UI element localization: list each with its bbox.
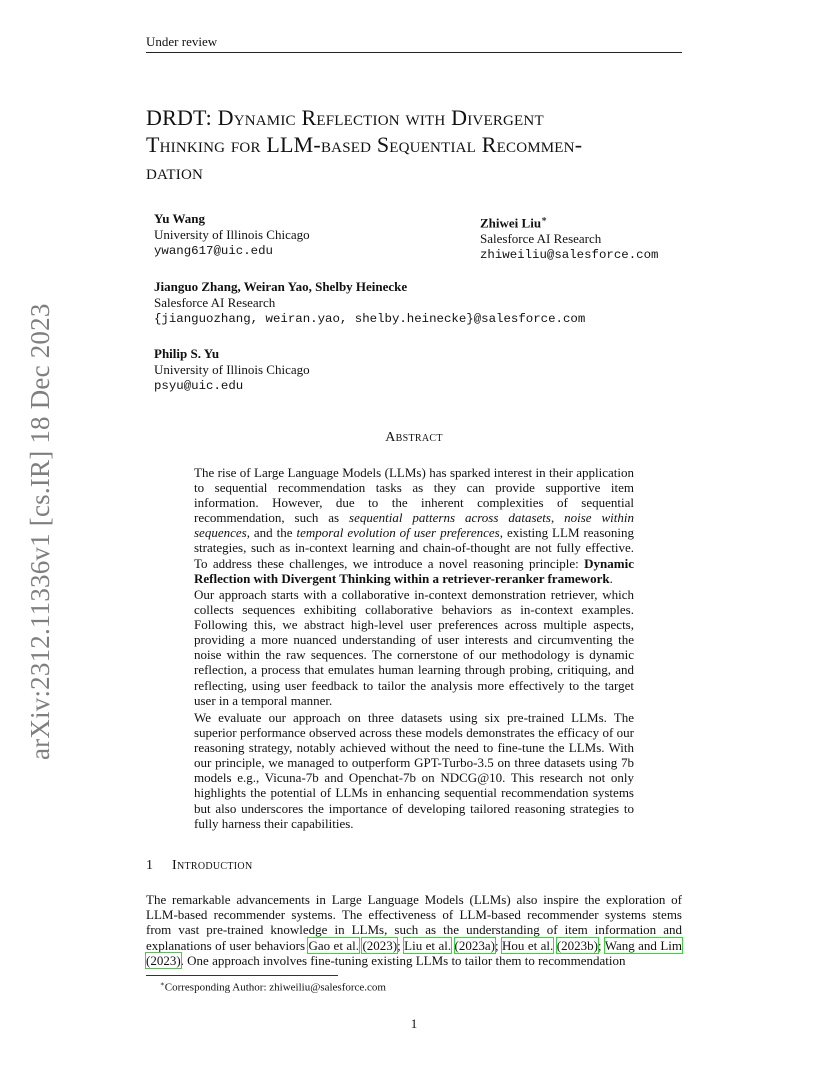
corresponding-mark: ∗ [541, 214, 548, 224]
paper-title [146, 104, 691, 185]
section-heading-introduction [146, 858, 252, 874]
author-name: Philip S. Yu [154, 346, 220, 361]
author-affiliation: Salesforce AI Research [480, 231, 602, 247]
citation-link[interactable]: Wang and Lim [604, 937, 683, 953]
citation-link[interactable]: (2023) [146, 952, 181, 968]
section-number: 1 [146, 858, 153, 873]
citation-link[interactable]: Gao et al. [308, 937, 360, 953]
author-block-salesforce-group [154, 279, 585, 327]
arxiv-sidebar-stamp: arXiv:2312.11336v1 [cs.IR] 18 Dec 2023 [25, 303, 55, 760]
author-affiliation: University of Illinois Chicago [154, 362, 310, 377]
author-email[interactable]: zhiweiliu@salesforce.com [480, 248, 659, 263]
citation-link[interactable]: (2023a) [454, 937, 495, 953]
header-rule [146, 52, 682, 53]
title-line-1: DRDT: Dynamic Reflection with Divergent [146, 105, 544, 130]
footnote: ∗Corresponding Author: zhiweiliu@salesforce.com [160, 980, 386, 994]
citation-link[interactable]: (2023) [362, 937, 398, 953]
abstract-heading: Abstract [385, 430, 443, 445]
citation-link[interactable]: Liu et al. [404, 937, 452, 953]
title-line-3: dation [146, 159, 204, 184]
footnote-mark: ∗ [160, 980, 165, 988]
title-line-2: Thinking for LLM-based Sequential Recommen- [146, 132, 583, 157]
citation-link[interactable]: Hou et al. [502, 937, 554, 953]
footnote-rule [146, 975, 338, 976]
abstract-paragraph-2: Our approach starts with a collaborative in-context demonstration retriever, which collects sequences exhibiting collaborative behaviors as in-context examples. Following this, we abstract high-level user preferences across multiple aspects, providing a more nuanced understanding of user interests and circumventing the noise within the raw sequences. The cornerstone of our methodology is dynamic reflection, a process that emulates human learning through probing, critiquing, and reflecting, using user feedback to tailor the analysis more effectively to the target user in a temporal manner. [194, 587, 634, 708]
running-header: Under review [146, 34, 218, 49]
author-name: Yu Wang [154, 211, 205, 226]
abstract-paragraph-1: The rise of Large Language Models (LLMs) has sparked interest in their application to sequential recommendation tasks as they can provide supportive item information. However, due to the inherent complexities of sequential recommendation, such as sequential patterns across datasets, noise within sequences, and the temporal evolution of user preferences, existing LLM reasoning strategies, such as in-context learning and chain-of-thought are not fully effective. To address these challenges, we introduce a novel reasoning principle: Dynamic Reflection with Divergent Thinking within a retriever-reranker framework. [194, 465, 635, 586]
page-number: 1 [410, 1016, 418, 1031]
abstract-paragraph-3: We evaluate our approach on three datasets using six pre-trained LLMs. The superior performance observed across these models demonstrates the efficacy of our reasoning strategy, notably achieved without the need to fine-tune the LLMs. With our principle, we managed to outperform GPT-Turbo-3.5 on three datasets using 7b models e.g., Vicuna-7b and Openchat-7b on NDCG@10. This research not only highlights the potential of LLMs in enhancing sequential recommendation systems but also underscores the importance of developing tailored reasoning strategies to fully harness their capabilities. [194, 710, 634, 831]
author-email[interactable]: psyu@uic.edu [154, 379, 244, 393]
author-email[interactable]: ywang617@uic.edu [154, 244, 273, 258]
author-block-yu-wang [154, 211, 310, 259]
author-affiliation: Salesforce AI Research [154, 295, 276, 310]
author-email[interactable]: {jianguozhang, weiran.yao, shelby.heinecke}@salesforce.com [154, 312, 586, 326]
introduction-paragraph: The remarkable advancements in Large Language Models (LLMs) also inspire the exploration of LLM-based recommender systems. The effectiveness of LLM-based recommender systems stems from vast pre-trained knowledge in LLMs, such as the understanding of item information and explanations of user behaviors Gao et al. (2023); Liu et al. (2023a); Hou et al. (2023b); Wang and Lim (2023). One approach involves fine-tuning existing LLMs to tailor them to recommendation [146, 892, 683, 968]
author-name: Jianguo Zhang, Weiran Yao, Shelby Heinecke [154, 279, 408, 294]
author-block-zhiwei-liu [480, 211, 658, 263]
author-block-philip-yu [154, 346, 310, 394]
author-name: Zhiwei Liu∗ [480, 214, 548, 231]
citation-link[interactable]: (2023b) [556, 937, 598, 953]
author-affiliation: University of Illinois Chicago [154, 227, 310, 242]
section-title: Introduction [172, 858, 253, 873]
